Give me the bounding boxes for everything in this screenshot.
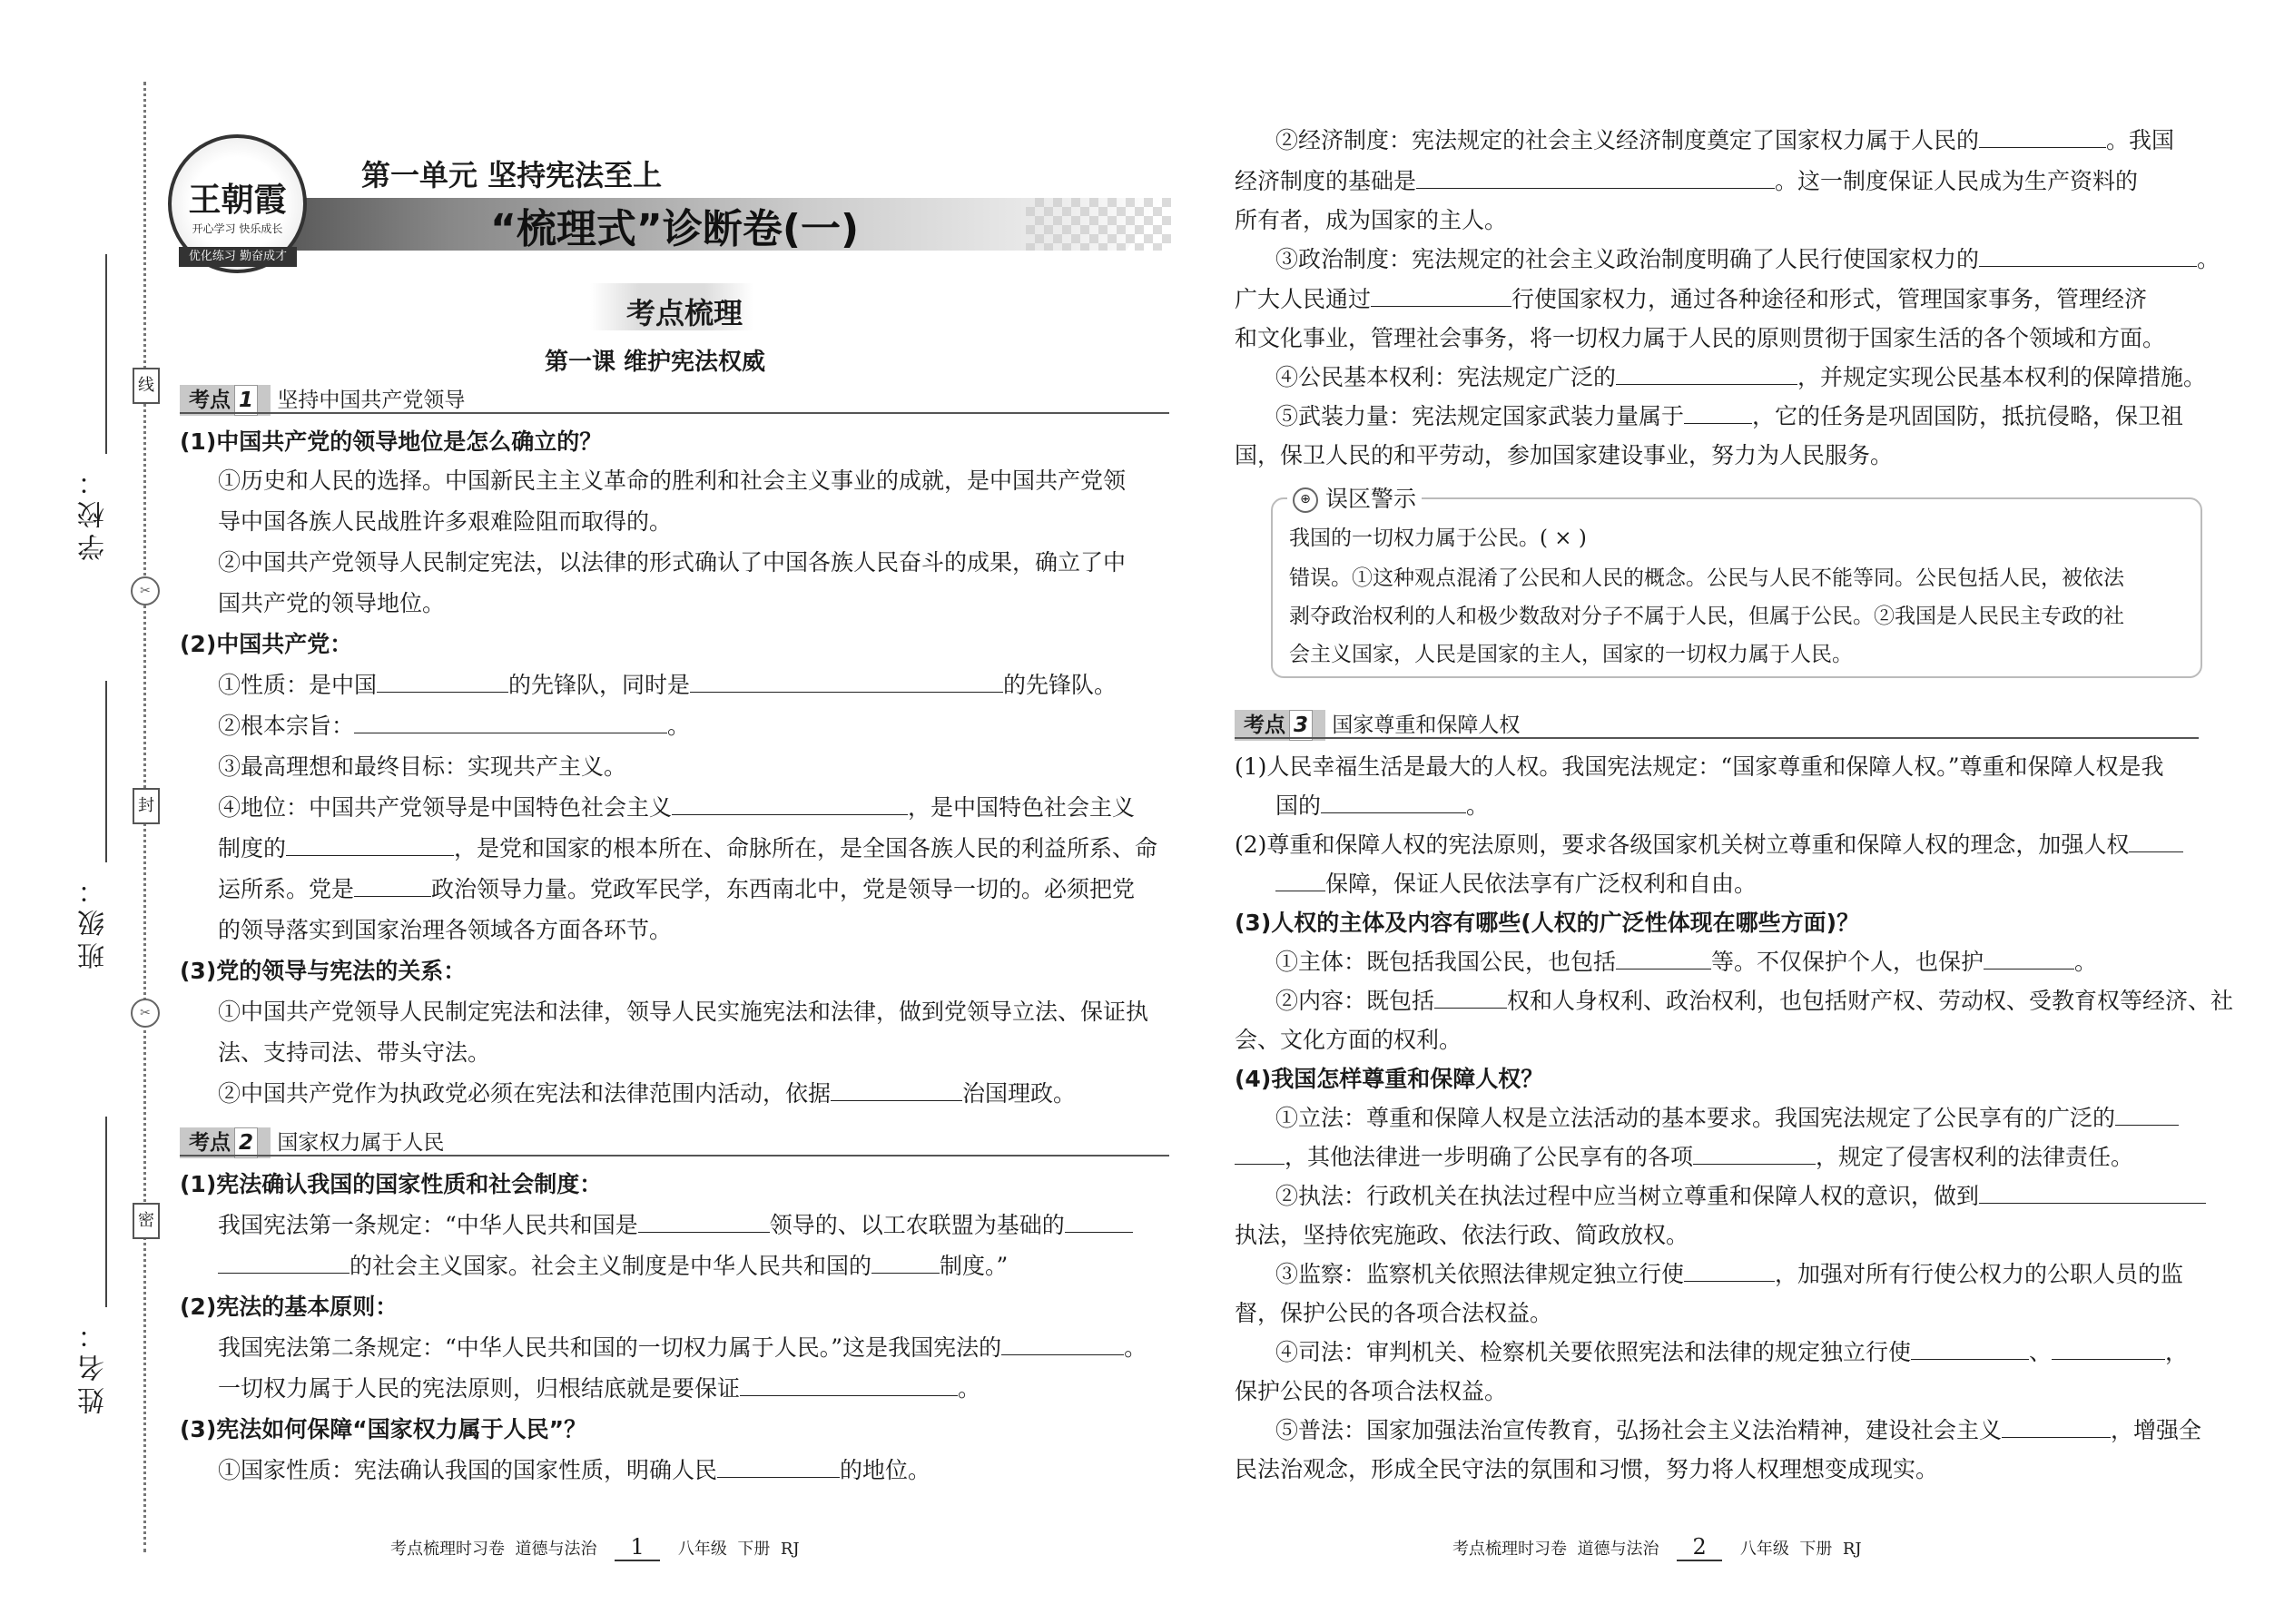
cut-mark-feng: 封	[133, 788, 160, 824]
blank[interactable]	[717, 1457, 840, 1478]
fill-line: 保障，保证人民依法享有广泛权利和自由。	[1275, 871, 1757, 898]
fill-line: 一切权力属于人民的宪法原则，归根结底就是要保证 。	[218, 1375, 981, 1402]
blank[interactable]	[1684, 1261, 1775, 1282]
blank[interactable]	[1616, 949, 1711, 969]
page-number: 2	[1677, 1534, 1722, 1561]
school-label: 学校：	[78, 463, 110, 561]
question-2: (2)中国共产党：	[180, 631, 353, 657]
blank[interactable]	[1321, 792, 1466, 813]
blank[interactable]	[2129, 832, 2183, 852]
misconception-header: ⊕ 误区警示	[1287, 481, 1422, 514]
answer-text: ①历史和人民的选择。中国新民主主义革命的胜利和社会主义事业的成就，是中国共产党领	[218, 468, 1127, 494]
fill-line: ④司法：审判机关、检察机关要依照宪法和法律的规定独立行使 、 ，	[1275, 1339, 2189, 1365]
misconception-statement: 我国的一切权力属于公民。( × )	[1289, 527, 1587, 550]
answer-text: 国共产党的领导地位。	[218, 590, 446, 616]
blank[interactable]	[672, 794, 908, 815]
blank[interactable]	[1065, 1212, 1133, 1233]
question-3: (3)党的领导与宪法的关系：	[180, 958, 467, 984]
question-1: (1)宪法确认我国的国家性质和社会制度：	[180, 1171, 603, 1197]
fill-line: ④地位：中国共产党领导是中国特色社会主义 ，是中国特色社会主义	[218, 794, 1136, 821]
fill-line: ①国家性质：宪法确认我国的国家性质，明确人民 的地位。	[218, 1457, 931, 1483]
answer-text: (1)人民幸福生活是最大的人权。我国宪法规定：“国家尊重和保障人权。”尊重和保障人权是我	[1235, 753, 2164, 780]
misconception-explanation: 会主义国家，人民是国家的主人，国家的一切权力属于人民。	[1289, 643, 1853, 666]
blank[interactable]	[1684, 403, 1752, 424]
blank[interactable]	[2002, 1417, 2111, 1438]
banner-checker-decoration	[1026, 198, 1171, 251]
fill-line: 我国宪法第二条规定：“中华人民共和国的一切权力属于人民。”这是我国宪法的 。	[218, 1334, 1147, 1361]
answer-text: 和文化事业，管理社会事务，将一切权力属于人民的原则贯彻于国家生活的各个领域和方面。	[1235, 325, 2166, 351]
binding-margin	[0, 0, 168, 1624]
blank[interactable]	[1979, 246, 2197, 267]
answer-text: 督，保护公民的各项合法权益。	[1235, 1300, 1553, 1326]
fill-line: ②执法：行政机关在执法过程中应当树立尊重和保障人权的意识，做到	[1275, 1183, 2206, 1210]
blank[interactable]	[354, 876, 431, 897]
blank[interactable]	[1416, 168, 1775, 189]
fill-line: ，其他法律进一步明确了公民享有的各项 ，规定了侵害权利的法律责任。	[1235, 1144, 2133, 1171]
fill-line: ①主体：既包括我国公民，也包括 等。不仅保护个人，也保护 。	[1275, 949, 2098, 975]
logo-subtext: 开心学习 快乐成长	[192, 222, 283, 235]
footer-left: 考点梳理时习卷 道德与法治 1 八年级 下册 RJ	[390, 1534, 800, 1560]
question-4: (4)我国怎样尊重和保障人权？	[1235, 1066, 1544, 1092]
blank[interactable]	[286, 835, 454, 856]
misconception-explanation: 剥夺政治权利的人和极少数敌对分子不属于人民，但属于公民。②我国是人民民主专政的社	[1289, 605, 2124, 628]
answer-text: ③最高理想和最终目标：实现共产主义。	[218, 753, 627, 780]
blank[interactable]	[1693, 1144, 1816, 1165]
answer-text: 保护公民的各项合法权益。	[1235, 1378, 1508, 1404]
fill-line: ②中国共产党作为执政党必须在宪法和法律范围内活动，依据 治国理政。	[218, 1080, 1077, 1107]
document-title: “梳理式”诊断卷(一)	[490, 206, 860, 252]
page-number: 1	[615, 1534, 660, 1561]
section-title: 考点梳理	[626, 296, 743, 330]
kaodian-heading-3: 考点 3 国家尊重和保障人权	[1235, 710, 2199, 739]
fill-line: ⑤武装力量：宪法规定国家武装力量属于 ，它的任务是巩固国防，抵抗侵略，保卫祖	[1275, 403, 2184, 429]
cut-mark-mi: 密	[133, 1203, 160, 1239]
blank[interactable]	[638, 1212, 770, 1233]
kaodian-heading-1: 考点 1 坚持中国共产党领导	[180, 385, 1169, 414]
fill-line: 我国宪法第一条规定：“中华人民共和国是 领导的、以工农联盟为基础的	[218, 1212, 1133, 1239]
blank[interactable]	[1371, 286, 1511, 307]
blank[interactable]	[354, 713, 667, 733]
answer-text: 民法治观念，形成全民守法的氛围和习惯，努力将人权理想变成现实。	[1235, 1456, 1939, 1482]
fill-line: ④公民基本权利：宪法规定广泛的 ，并规定实现公民基本权利的保障措施。	[1275, 364, 2207, 390]
blank[interactable]	[1979, 1183, 2206, 1204]
kaodian-title: 坚持中国共产党领导	[277, 389, 466, 412]
question-2: (2)宪法的基本原则：	[180, 1294, 399, 1320]
class-field[interactable]	[105, 681, 107, 862]
school-field[interactable]	[105, 254, 107, 454]
blank[interactable]	[1434, 988, 1507, 1009]
question-3: (3)宪法如何保障“国家权力属于人民”？	[180, 1416, 587, 1442]
fill-line: 广大人民通过 行使国家权力，通过各种途径和形式，管理国家事务，管理经济	[1235, 286, 2148, 312]
name-field[interactable]	[105, 1117, 107, 1307]
misconception-explanation: 错误。①这种观点混淆了公民和人民的概念。公民与人民不能等同。公民包括人民，被依法	[1289, 566, 2124, 590]
kaodian-title: 国家尊重和保障人权	[1332, 714, 1521, 737]
logo-text: 王朝霞	[188, 181, 287, 219]
answer-text: 所有者，成为国家的主人。	[1235, 207, 1508, 233]
answer-text: ②中国共产党领导人民制定宪法，以法律的形式确认了中国各族人民奋斗的成果，确立了中	[218, 549, 1127, 576]
blank[interactable]	[831, 1080, 962, 1101]
fill-line: 制度的 ，是党和国家的根本所在、命脉所在，是全国各族人民的利益所系、命	[218, 835, 1158, 861]
blank[interactable]	[1275, 871, 1325, 891]
fill-line: ⑤普法：国家加强法治宣传教育，弘扬社会主义法治精神，建设社会主义 ，增强全	[1275, 1417, 2202, 1443]
blank[interactable]	[690, 672, 1003, 693]
blank[interactable]	[1984, 949, 2074, 969]
class-label: 班级：	[78, 871, 110, 969]
kaodian-heading-2: 考点 2 国家权力属于人民	[180, 1127, 1169, 1156]
fill-line: 经济制度的基础是 。这一制度保证人民成为生产资料的	[1235, 168, 2139, 194]
blank[interactable]	[218, 1253, 350, 1274]
answer-text: 导中国各族人民战胜许多艰难险阻而取得的。	[218, 508, 673, 535]
answer-text: 国，保卫人民的和平劳动，参加国家建设事业，努力为人民服务。	[1235, 442, 1894, 468]
brand-logo	[168, 134, 307, 273]
cut-circle-icon: ✂	[131, 999, 160, 1028]
blank[interactable]	[2052, 1339, 2165, 1360]
footer-right: 考点梳理时习卷 道德与法治 2 八年级 下册 RJ	[1452, 1534, 1862, 1560]
question-3: (3)人权的主体及内容有哪些(人权的广泛性体现在哪些方面)？	[1235, 910, 1860, 936]
answer-text: 法、支持司法、带头守法。	[218, 1039, 491, 1066]
answer-text: 会、文化方面的权利。	[1235, 1027, 1462, 1053]
blank[interactable]	[1235, 1144, 1285, 1165]
answer-text: ①中国共产党领导人民制定宪法和法律，领导人民实施宪法和法律，做到党领导立法、保证执	[218, 999, 1149, 1025]
blank[interactable]	[871, 1253, 940, 1274]
blank[interactable]	[740, 1375, 958, 1396]
cut-mark-xian: 线	[133, 368, 160, 404]
question-1: (1)中国共产党的领导地位是怎么确立的？	[180, 428, 603, 455]
fill-line: (2)尊重和保障人权的宪法原则，要求各级国家机关树立尊重和保障人权的理念，加强人权	[1235, 832, 2183, 859]
fill-line: 运所系。党是 政治领导力量。党政军民学，东西南北中，党是领导一切的。必须把党	[218, 876, 1136, 902]
blank[interactable]	[377, 672, 508, 693]
answer-text: 执法，坚持依宪施政、依法行政、简政放权。	[1235, 1222, 1689, 1248]
logo-ribbon: 优化练习 勤奋成才	[179, 247, 297, 267]
fill-line: ②根本宗旨： 。	[218, 713, 691, 739]
blank[interactable]	[1911, 1339, 2029, 1360]
fill-line: ①立法：尊重和保障人权是立法活动的基本要求。我国宪法规定了公民享有的广泛的	[1275, 1105, 2179, 1132]
unit-title: 第一单元 坚持宪法至上	[361, 158, 663, 192]
target-icon: ⊕	[1293, 487, 1318, 513]
cut-circle-icon: ✂	[131, 576, 160, 605]
answer-text: 的领导落实到国家治理各领域各方面各环节。	[218, 917, 673, 943]
fill-line: ③监察：监察机关依照法律规定独立行使 ，加强对所有行使公权力的公职人员的监	[1275, 1261, 2184, 1287]
blank[interactable]	[1616, 364, 1797, 385]
fill-line: ①性质：是中国 的先锋队，同时是 的先锋队。	[218, 672, 1117, 698]
kaodian-title: 国家权力属于人民	[277, 1131, 445, 1155]
fill-line: ③政治制度：宪法规定的社会主义政治制度明确了人民行使国家权力的 。	[1275, 246, 2220, 272]
fill-line: ②经济制度：宪法规定的社会主义经济制度奠定了国家权力属于人民的 。我国	[1275, 127, 2175, 153]
blank[interactable]	[1001, 1334, 1124, 1355]
fill-line: 的社会主义国家。社会主义制度是中华人民共和国的 制度。”	[218, 1253, 1008, 1280]
fill-line: ②内容：既包括 权和人身权利、政治权利，也包括财产权、劳动权、受教育权等经济、社	[1275, 988, 2234, 1014]
fill-line: 国的 。	[1275, 792, 1490, 819]
lesson-title: 第一课 维护宪法权威	[545, 349, 766, 376]
blank[interactable]	[1979, 127, 2106, 148]
name-label: 姓名：	[78, 1316, 110, 1414]
blank[interactable]	[2115, 1105, 2179, 1126]
